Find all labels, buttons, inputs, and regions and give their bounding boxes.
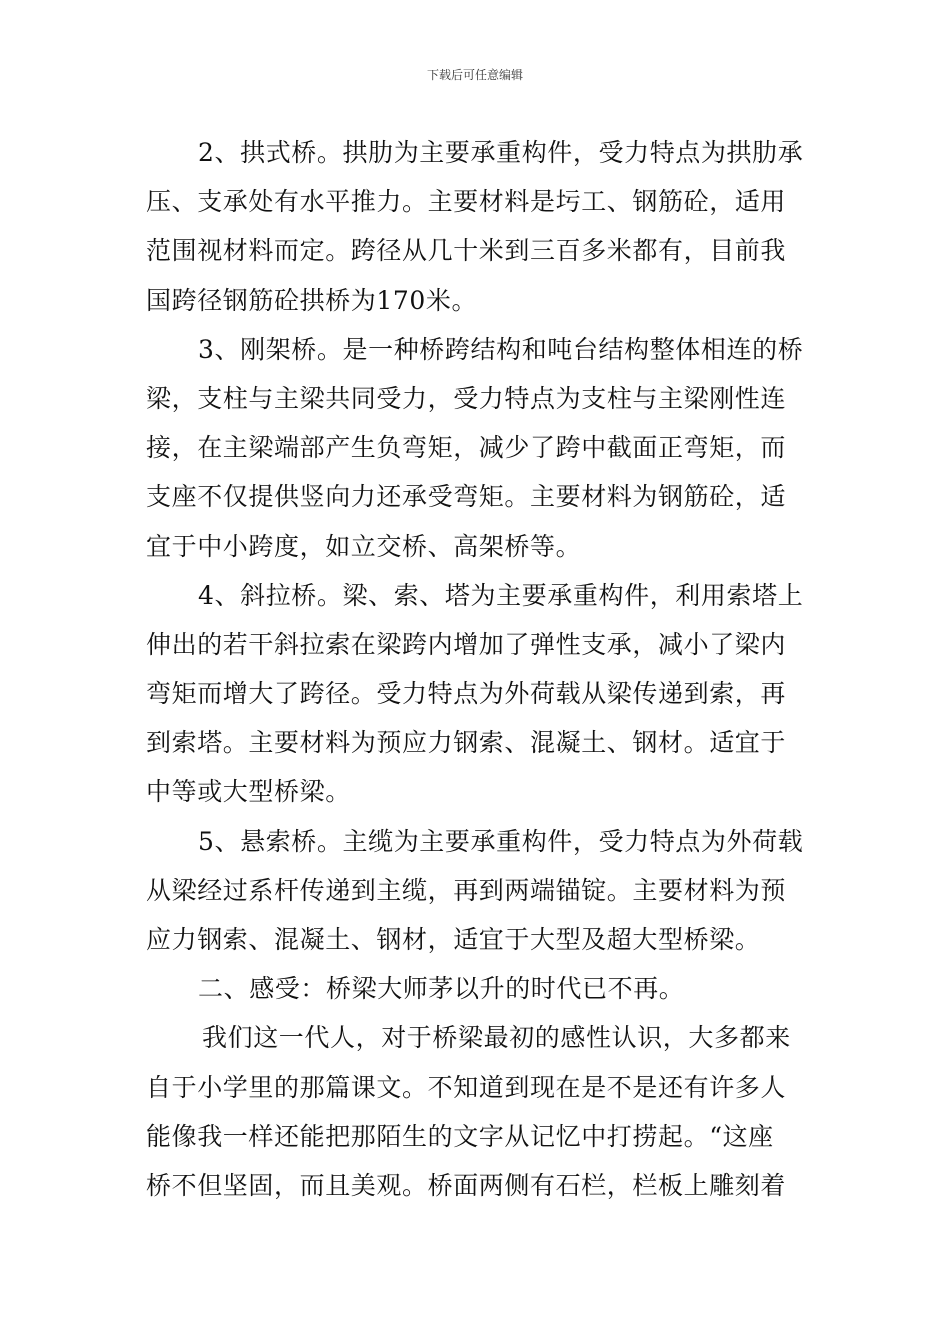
text-line: 我们这一代人，对于桥梁最初的感性认识，大多都来 bbox=[202, 1023, 791, 1053]
text-line: 弯矩而增大了跨径。受力特点为外荷载从梁传递到索，再 bbox=[146, 679, 787, 709]
page-header: 下载后可任意编辑 bbox=[426, 68, 523, 82]
text-line: 伸出的若干斜拉索在梁跨内增加了弹性支承，减小了梁内 bbox=[146, 629, 787, 659]
text-line: 范围视材料而定。跨径从几十米到三百多米都有，目前我 bbox=[146, 236, 787, 266]
text-line: 压、支承处有水平推力。主要材料是圬工、钢筋砼，适用 bbox=[146, 187, 787, 217]
text-line: 应力钢索、混凝土、钢材，适宜于大型及超大型桥梁。 bbox=[146, 925, 761, 954]
text-line: 中等或大型桥梁。 bbox=[146, 777, 351, 807]
text-line: 到索塔。主要材料为预应力钢索、混凝土、钢材。适宜于 bbox=[146, 728, 787, 758]
text-line: 宜于中小跨度，如立交桥、高架桥等。 bbox=[146, 531, 582, 561]
text-line: 能像我一样还能把那陌生的文字从记忆中打捞起。“这座 bbox=[146, 1121, 774, 1151]
text-line: 5、悬索桥。主缆为主要承重构件，受力特点为外荷载 bbox=[198, 826, 804, 856]
text-line: 2、拱式桥。拱肋为主要承重构件，受力特点为拱肋承 bbox=[198, 138, 804, 167]
document-body bbox=[146, 128, 808, 1210]
text-line: 支座不仅提供竖向力还承受弯矩。主要材料为钢筋砼，适 bbox=[146, 482, 787, 512]
text-line: 桥不但坚固，而且美观。桥面两侧有石栏，栏板上雕刻着 bbox=[146, 1170, 787, 1200]
text-line: 自于小学里的那篇课文。不知道到现在是不是还有许多人 bbox=[146, 1072, 787, 1102]
section-heading: 二、感受：桥梁大师茅以升的时代已不再。 bbox=[198, 974, 685, 1004]
text-line: 接，在主梁端部产生负弯矩，减少了跨中截面正弯矩，而 bbox=[146, 433, 787, 463]
text-line: 从梁经过系杆传递到主缆，再到两端锚锭。主要材料为预 bbox=[146, 875, 787, 905]
text-line: 3、刚架桥。是一种桥跨结构和吨台结构整体相连的桥 bbox=[198, 334, 804, 364]
text-line: 梁，支柱与主梁共同受力，受力特点为支柱与主梁刚性连 bbox=[146, 383, 787, 413]
text-line: 国跨径钢筋砼拱桥为170米。 bbox=[146, 285, 478, 315]
text-line: 4、斜拉桥。梁、索、塔为主要承重构件，利用索塔上 bbox=[198, 580, 804, 610]
